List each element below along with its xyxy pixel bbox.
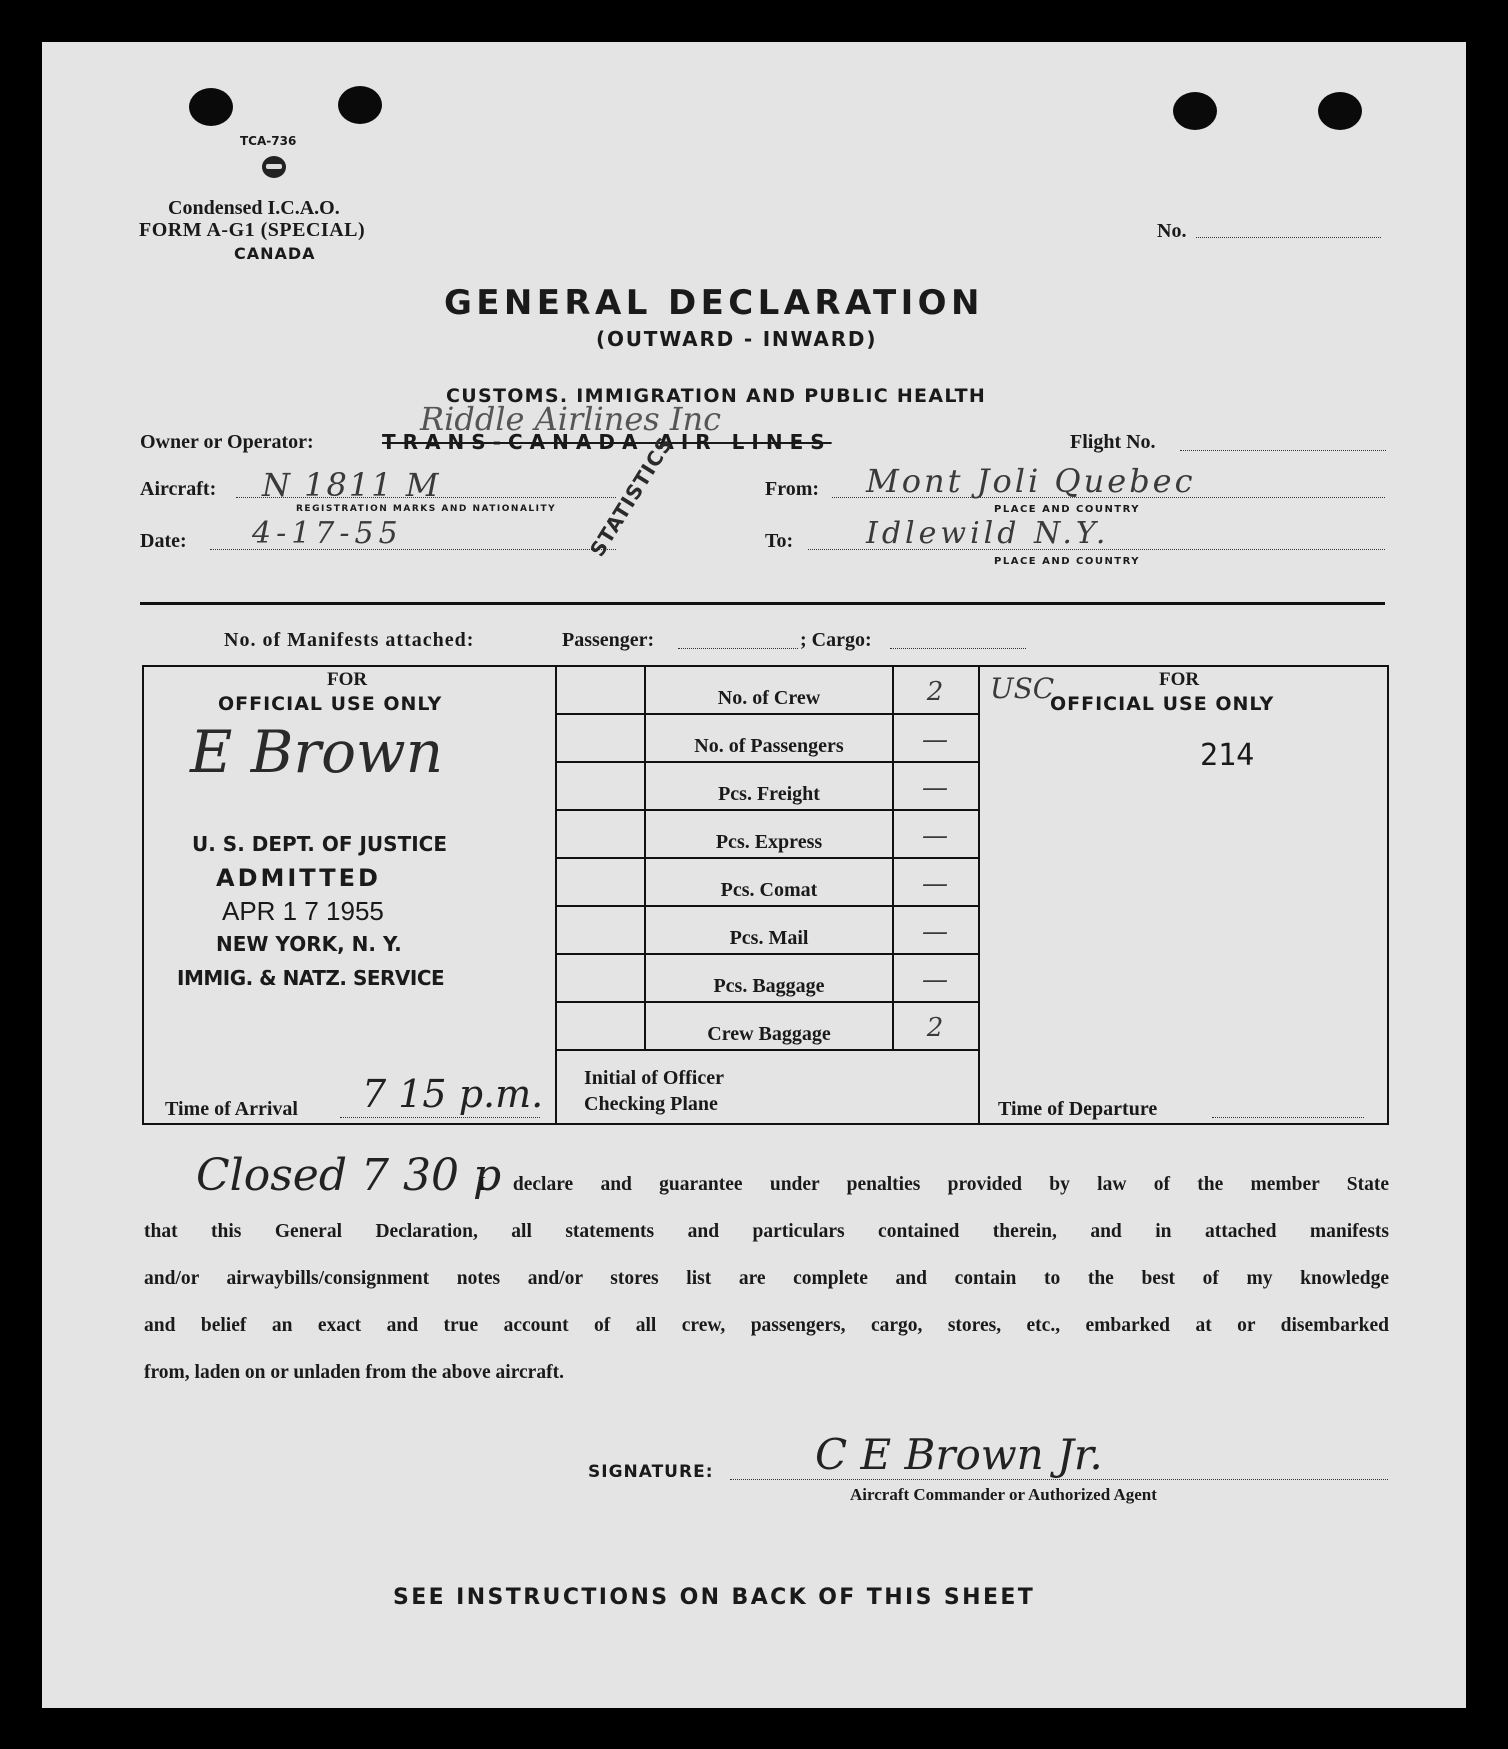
airline-logo	[262, 156, 286, 178]
owner-label: Owner or Operator:	[140, 431, 314, 453]
row-divider	[555, 857, 978, 859]
manifests-label: No. of Manifests attached:	[224, 629, 475, 651]
commander-signature: C E Brown Jr.	[815, 1430, 1103, 1479]
row-label: Pcs. Express	[715, 831, 823, 853]
flight-label: Flight No.	[1070, 431, 1156, 453]
date-value: 4-17-55	[252, 516, 403, 551]
form-subtitle: FORM A-G1 (SPECIAL)	[139, 219, 366, 241]
to-label: To:	[765, 530, 794, 552]
footer-instructions: SEE INSTRUCTIONS ON BACK OF THIS SHEET	[393, 1585, 1036, 1610]
row-label: Crew Baggage	[707, 1023, 831, 1045]
section-divider	[140, 602, 1385, 605]
punch-hole	[1318, 92, 1362, 130]
agencies-heading: CUSTOMS. IMMIGRATION AND PUBLIC HEALTH	[446, 385, 987, 407]
place-caption: PLACE AND COUNTRY	[994, 504, 1141, 515]
signature-caption: Aircraft Commander or Authorized Agent	[850, 1485, 1157, 1504]
stamp-date: APR 1 7 1955	[222, 896, 384, 926]
to-value: Idlewild N.Y.	[866, 516, 1110, 551]
number-line	[1196, 236, 1381, 238]
for-label: FOR	[327, 669, 368, 690]
declaration-text: that this General Declaration, all statements and particulars contained therein, and in attached manifests	[144, 1221, 1389, 1242]
manifest-passenger-line	[678, 647, 798, 649]
row-value: —	[922, 917, 948, 947]
departure-label: Time of Departure	[998, 1098, 1158, 1120]
usc-annotation: USC	[990, 672, 1055, 705]
officer-label: Checking Plane	[584, 1093, 718, 1115]
number-label: No.	[1157, 220, 1187, 242]
owner-handwritten: Riddle Airlines Inc	[420, 400, 722, 438]
row-label: Pcs. Freight	[718, 783, 820, 805]
table-divider	[555, 665, 557, 1123]
stamp-service: IMMIG. & NATZ. SERVICE	[177, 966, 445, 990]
manifest-cargo-label: ; Cargo:	[800, 629, 872, 651]
row-label: No. of Crew	[717, 687, 821, 709]
form-subtitle: CANADA	[234, 244, 316, 263]
table-divider	[555, 1049, 978, 1051]
entry-number: 214	[1200, 738, 1255, 773]
row-value: —	[922, 869, 948, 899]
officer-label: Initial of Officer	[584, 1067, 724, 1089]
owner-printed: TRANS-CANADA AIR LINES	[382, 430, 832, 454]
closed-note: Closed 7 30 p	[196, 1150, 502, 1201]
from-label: From:	[765, 478, 820, 500]
row-divider	[555, 1001, 978, 1003]
page-title: GENERAL DECLARATION	[444, 283, 984, 323]
row-divider	[555, 953, 978, 955]
flight-line	[1180, 449, 1386, 451]
form-code: TCA-736	[240, 134, 297, 148]
from-value: Mont Joli Quebec	[866, 462, 1196, 500]
row-divider	[555, 761, 978, 763]
aircraft-label: Aircraft:	[140, 478, 217, 500]
declaration-text: and belief an exact and true account of all crew, passengers, cargo, stores, etc., embarked at or disembarked	[144, 1315, 1389, 1336]
arrival-label: Time of Arrival	[165, 1098, 298, 1120]
row-label: Pcs. Comat	[720, 879, 818, 901]
declaration-text: from, laden on or unladen from the above aircraft.	[144, 1362, 564, 1383]
departure-line	[1212, 1116, 1364, 1118]
row-label: No. of Passengers	[694, 735, 844, 757]
for-label: FOR	[1159, 669, 1200, 690]
row-label: Pcs. Mail	[729, 927, 809, 949]
row-value: —	[922, 773, 948, 803]
row-value: 2	[926, 1013, 944, 1043]
aircraft-value: N 1811 M	[262, 466, 441, 504]
date-label: Date:	[140, 530, 187, 552]
punch-hole	[189, 88, 233, 126]
signature-label: SIGNATURE:	[588, 1462, 714, 1482]
stamp-dept: U. S. DEPT. OF JUSTICE	[192, 832, 447, 856]
direction-subtitle: (OUTWARD - INWARD)	[596, 327, 878, 351]
row-divider	[555, 905, 978, 907]
declaration-text: I declare and guarantee under penalties provided by law of the member State	[478, 1174, 1389, 1195]
row-divider	[555, 713, 978, 715]
form-subtitle: Condensed I.C.A.O.	[168, 197, 340, 219]
row-value: 2	[926, 677, 944, 707]
place-caption: PLACE AND COUNTRY	[994, 556, 1141, 567]
declaration-text: and/or airwaybills/consignment notes and/or stores list are complete and contain to the best of my knowledge	[144, 1268, 1389, 1289]
row-divider	[555, 809, 978, 811]
manifest-passenger-label: Passenger:	[562, 629, 655, 651]
punch-hole	[1173, 92, 1217, 130]
official-use-heading: OFFICIAL USE ONLY	[218, 693, 443, 715]
table-divider	[978, 665, 980, 1123]
row-label: Pcs. Baggage	[713, 975, 825, 997]
official-signature: E Brown	[190, 718, 444, 786]
registration-caption: REGISTRATION MARKS AND NATIONALITY	[296, 504, 557, 514]
punch-hole	[338, 86, 382, 124]
manifest-cargo-line	[890, 647, 1026, 649]
arrival-line	[340, 1116, 540, 1118]
official-use-heading: OFFICIAL USE ONLY	[1050, 693, 1275, 715]
row-value: —	[922, 725, 948, 755]
row-value: —	[922, 965, 948, 995]
statistics-stamp: STATISTICS	[585, 432, 678, 561]
row-value: —	[922, 821, 948, 851]
arrival-value: 7 15 p.m.	[362, 1072, 544, 1116]
stamp-location: NEW YORK, N. Y.	[216, 932, 402, 956]
stamp-admitted: ADMITTED	[216, 864, 381, 892]
